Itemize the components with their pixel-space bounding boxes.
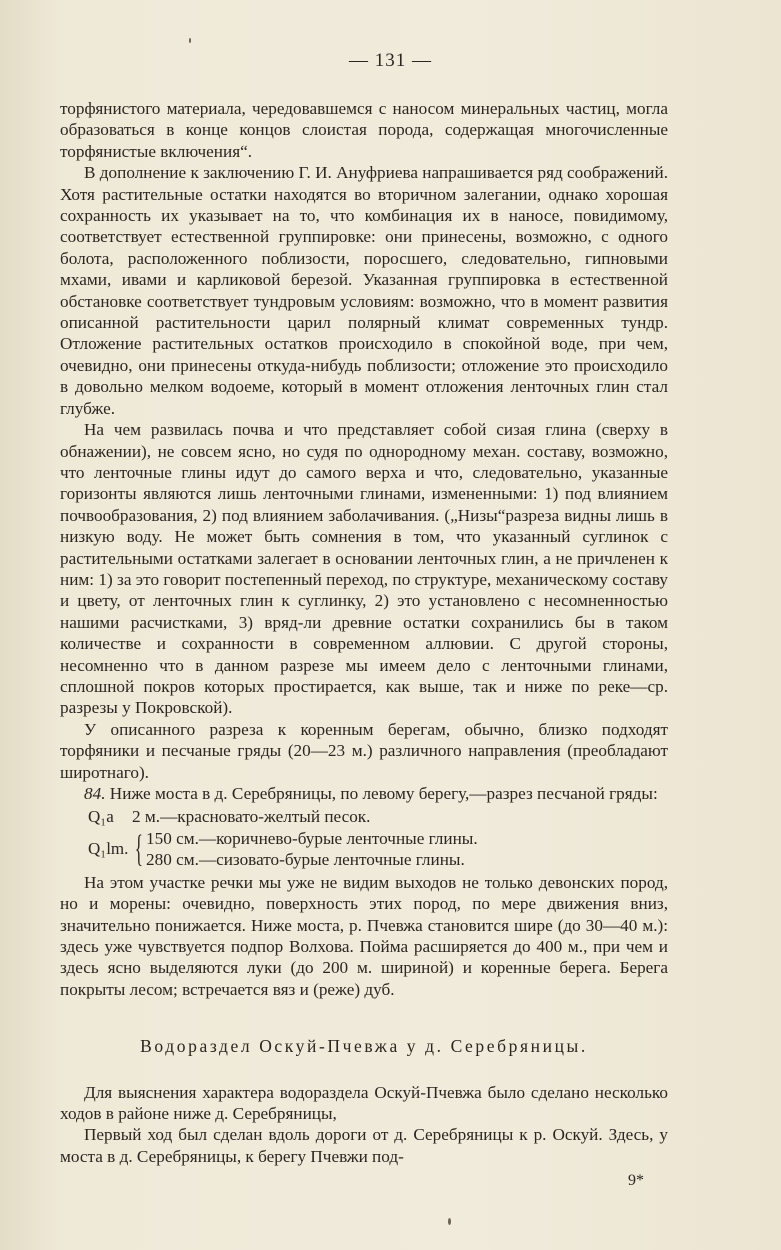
entry-number: 84.	[84, 784, 106, 803]
numbered-entry	[60, 783, 668, 804]
paragraph: торфянистого материала, чередовавшемся с наносом минеральных частиц, могла образоваться в конце концов слоистая порода, содержащая многочисленные торфянистые включения“.	[60, 99, 668, 161]
paragraph: Первый ход был сделан вдоль дороги от д. Серебряницы к р. Оскуй. Здесь, у моста в д. Серебряницы, к берегу Пчевжи под-	[60, 1125, 668, 1166]
stratum-group-code: Q₁lm.	[88, 839, 129, 859]
ink-speck	[448, 1218, 451, 1225]
ink-speck	[189, 38, 191, 43]
page-body	[60, 98, 668, 1167]
paragraph: У описанного разреза к коренным берегам, обычно, близко подходят торфяники и песчаные гряды (20—23 м.) различного направления (преобладают широтнаго).	[60, 719, 668, 782]
paragraph: На чем развилась почва и что представляет собой сизая глина (сверху в обнажении), не совсем ясно, но судя по однородному механ. составу, возможно, что ленточные глины идут до самого верха и что, следовательно, указанные горизонты являются лишь ленточными глинами, измененными: 1) под влиянием почвообразования, 2) под влиянием заболачивания. („Низы“разреза видны лишь в низкую воду. Не может быть сомнения в том, что указанный суглинок с растительными остатками залегает в основании ленточных глин, а не причленен к ним: 1) за это говорит постепенный переход, по структуре, механическому составу и цвету, от ленточных глин к суглинку, 2) это установлено с несомненностью нашими расчистками, 3) вряд-ли древние остатки сохранились бы в таком количестве и сохранности в современном аллювии. С другой стороны, несомненно что в данном разрезе мы имеем дело с ленточными глинами, сплошной покров которых простирается, как выше, так и ниже по реке—ср. разрезы у Покровской).	[60, 420, 668, 718]
strata-list	[60, 806, 668, 869]
stratum-group	[60, 828, 668, 870]
stratum-row	[60, 806, 668, 827]
brace-symbol: {	[134, 827, 143, 870]
signature-mark: 9*	[628, 1172, 644, 1189]
section-title: Водораздел Оскуй-Пчевжа у д. Серебряницы.	[140, 1036, 588, 1057]
paragraph: На этом участке речки мы уже не видим выходов не только девонских пород, но и морены: очевидно, поверхность этих пород, по мере движения вниз, значительно понижается. Ниже моста, р. Пчевжа становится шире (до 30—40 м.): здесь уже чувствуется подпор Волхова. Пойма расширяется до 400 м., при чем и здесь ясно выделяются луки (до 200 м. шириной) и коренные берега. Берега покрыты лесом; встречается вяз и (реже) дуб.	[60, 872, 668, 999]
stratum-text: 150 см.—коричнево-бурые ленточные глины.	[146, 828, 478, 848]
paragraph: Для выяснения характера водораздела Оскуй-Пчевжа было сделано несколько ходов в районе ниже д. Серебряницы,	[60, 1082, 668, 1124]
stratum-text: 2 м.—красновато-желтый песок.	[132, 807, 371, 827]
page-number: — 131 —	[349, 50, 432, 71]
entry-text: Ниже моста в д. Серебряницы, по левому берегу,—разрез песчаной гряды:	[105, 784, 658, 803]
paragraph: В дополнение к заключению Г. И. Ануфриева напрашивается ряд соображений. Хотя растительные остатки находятся во вторичном залегании, однако хорошая сохранность их указывает на то, что комбинация их в наносе, повидимому, соответствует естественной группировке: они принесены, возможно, с одного болота, расположенного поблизости, поросшего, следовательно, гипновыми мхами, ивами и карликовой березой. Указанная группировка в естественной обстановке соответствует тундровым условиям: возможно, что в момент развития описанной растительности царил полярный климат современных тундр. Отложение растительных остатков происходило в спокойной воде, при чем, очевидно, они принесены откуда-нибудь поблизости; отложение это происходило в довольно мелком водоеме, который в момент отложения ленточных глин стал глубже.	[60, 163, 668, 418]
stratum-text: 280 см.—сизовато-бурые ленточные глины.	[146, 849, 465, 869]
stratum-code: Q₁a	[88, 807, 114, 827]
